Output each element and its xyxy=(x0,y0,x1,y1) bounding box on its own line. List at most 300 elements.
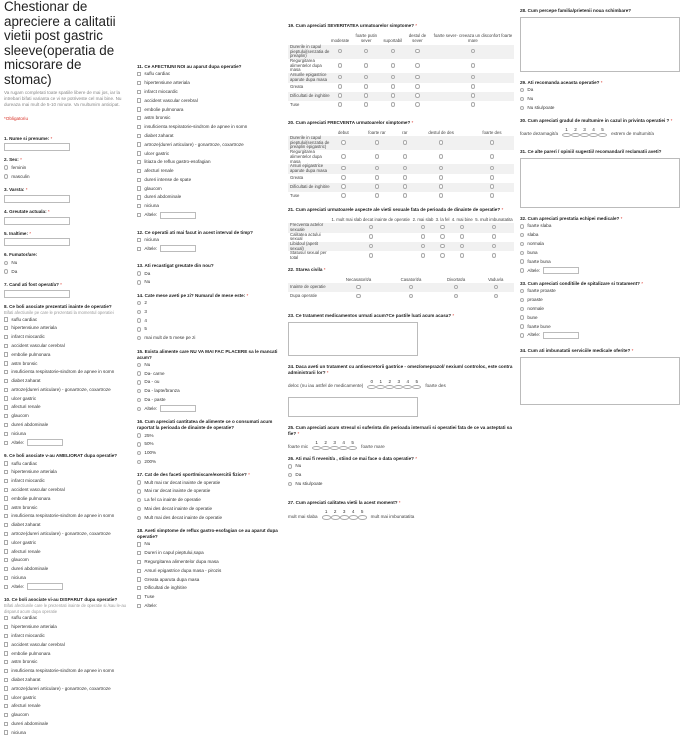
radio[interactable] xyxy=(439,175,443,179)
radio[interactable] xyxy=(490,184,494,188)
q11-option[interactable] xyxy=(137,96,279,105)
radio[interactable] xyxy=(439,154,443,158)
radio[interactable] xyxy=(439,140,443,144)
checkbox[interactable] xyxy=(137,551,141,555)
q33-option[interactable] xyxy=(520,287,682,296)
q31-textarea[interactable] xyxy=(520,158,680,208)
checkbox[interactable] xyxy=(4,470,8,474)
radio[interactable] xyxy=(137,327,141,331)
radio[interactable] xyxy=(288,482,292,486)
q11-option[interactable] xyxy=(137,140,279,149)
radio[interactable] xyxy=(520,259,524,263)
radio[interactable] xyxy=(403,175,407,179)
checkbox[interactable] xyxy=(4,616,8,620)
q10-option[interactable] xyxy=(4,684,132,693)
radio[interactable] xyxy=(421,253,425,257)
radio[interactable] xyxy=(4,261,8,265)
q14-option[interactable] xyxy=(137,325,279,334)
radio[interactable] xyxy=(137,460,141,464)
q15-option[interactable] xyxy=(137,378,279,387)
radio[interactable] xyxy=(338,84,342,88)
radio[interactable] xyxy=(338,49,342,53)
radio[interactable] xyxy=(322,515,331,519)
radio[interactable] xyxy=(415,75,419,79)
q15-option[interactable] xyxy=(137,369,279,378)
radio[interactable] xyxy=(471,63,475,67)
q9-option[interactable] xyxy=(4,503,132,512)
radio[interactable] xyxy=(391,63,395,67)
radio[interactable] xyxy=(137,310,141,314)
radio[interactable] xyxy=(520,88,524,92)
q11-option[interactable] xyxy=(137,202,279,211)
q8-option[interactable] xyxy=(4,403,132,412)
radio[interactable] xyxy=(520,307,524,311)
q29-option[interactable] xyxy=(520,95,682,104)
checkbox[interactable] xyxy=(137,577,141,581)
radio[interactable] xyxy=(338,93,342,97)
q16-option[interactable] xyxy=(137,440,279,449)
radio[interactable] xyxy=(137,433,141,437)
radio[interactable] xyxy=(492,234,496,238)
radio[interactable] xyxy=(490,175,494,179)
radio[interactable] xyxy=(520,268,524,272)
q9-option[interactable] xyxy=(4,521,132,530)
radio[interactable] xyxy=(288,464,292,468)
radio[interactable] xyxy=(490,193,494,197)
q32-option[interactable] xyxy=(520,257,682,266)
q8-option[interactable] xyxy=(4,429,132,438)
checkbox[interactable] xyxy=(137,98,141,102)
radio[interactable] xyxy=(440,225,444,229)
radio[interactable] xyxy=(589,133,598,137)
q23-textarea[interactable] xyxy=(288,322,418,356)
q28-textarea[interactable] xyxy=(520,17,680,72)
q11-option[interactable] xyxy=(137,70,279,79)
radio[interactable] xyxy=(364,102,368,106)
checkbox[interactable] xyxy=(4,505,8,509)
q16-option[interactable] xyxy=(137,458,279,467)
radio[interactable] xyxy=(356,294,360,298)
checkbox[interactable] xyxy=(4,352,8,356)
q8-option[interactable] xyxy=(4,377,132,386)
radio[interactable] xyxy=(471,49,475,53)
q26-option[interactable] xyxy=(288,480,514,489)
radio[interactable] xyxy=(338,102,342,106)
q15-other-input[interactable] xyxy=(160,405,196,412)
radio[interactable] xyxy=(364,75,368,79)
radio[interactable] xyxy=(460,225,464,229)
radio[interactable] xyxy=(440,244,444,248)
q10-option[interactable] xyxy=(4,702,132,711)
radio[interactable] xyxy=(471,93,475,97)
q11-option[interactable] xyxy=(137,131,279,140)
radio[interactable] xyxy=(439,166,443,170)
radio[interactable] xyxy=(490,154,494,158)
q9-option[interactable] xyxy=(4,494,132,503)
checkbox[interactable] xyxy=(137,238,141,242)
radio[interactable] xyxy=(520,106,524,110)
q29-option[interactable] xyxy=(520,103,682,112)
radio[interactable] xyxy=(137,363,141,367)
radio[interactable] xyxy=(338,75,342,79)
q11-option[interactable] xyxy=(137,114,279,123)
q14-option[interactable] xyxy=(137,299,279,308)
checkbox[interactable] xyxy=(137,542,141,546)
q8-option[interactable] xyxy=(4,315,132,324)
q14-option[interactable] xyxy=(137,334,279,343)
radio[interactable] xyxy=(364,63,368,67)
radio[interactable] xyxy=(375,140,379,144)
radio[interactable] xyxy=(341,175,345,179)
q34-textarea[interactable] xyxy=(520,357,680,405)
radio[interactable] xyxy=(460,234,464,238)
radio[interactable] xyxy=(339,446,348,450)
q10-option[interactable] xyxy=(4,658,132,667)
q8-option[interactable] xyxy=(4,333,132,342)
q15-option[interactable] xyxy=(137,360,279,369)
radio[interactable] xyxy=(391,75,395,79)
radio[interactable] xyxy=(421,244,425,248)
q18-option[interactable] xyxy=(137,558,279,567)
q1-input[interactable] xyxy=(4,143,70,151)
radio[interactable] xyxy=(356,285,360,289)
radio[interactable] xyxy=(403,140,407,144)
radio[interactable] xyxy=(494,294,498,298)
radio[interactable] xyxy=(391,93,395,97)
checkbox[interactable] xyxy=(4,370,8,374)
checkbox[interactable] xyxy=(137,178,141,182)
checkbox[interactable] xyxy=(4,461,8,465)
q18-option[interactable] xyxy=(137,575,279,584)
q32-option[interactable] xyxy=(520,240,682,249)
checkbox[interactable] xyxy=(137,604,141,608)
radio[interactable] xyxy=(375,193,379,197)
radio[interactable] xyxy=(137,407,141,411)
checkbox[interactable] xyxy=(4,704,8,708)
checkbox[interactable] xyxy=(137,595,141,599)
radio[interactable] xyxy=(409,285,413,289)
q10-option[interactable] xyxy=(4,667,132,676)
radio[interactable] xyxy=(312,446,321,450)
radio[interactable] xyxy=(288,473,292,477)
q17-option[interactable] xyxy=(137,505,279,514)
checkbox[interactable] xyxy=(137,142,141,146)
q9-option[interactable] xyxy=(4,556,132,565)
q16-option[interactable] xyxy=(137,431,279,440)
radio[interactable] xyxy=(364,49,368,53)
q17-option[interactable] xyxy=(137,513,279,522)
q12-option[interactable] xyxy=(137,236,279,245)
checkbox[interactable] xyxy=(4,558,8,562)
q8-option[interactable] xyxy=(4,341,132,350)
q18-option[interactable] xyxy=(137,593,279,602)
q33-other-input[interactable] xyxy=(543,332,579,339)
radio[interactable] xyxy=(369,253,373,257)
q18-option[interactable] xyxy=(137,549,279,558)
radio[interactable] xyxy=(348,446,357,450)
radio[interactable] xyxy=(562,133,571,137)
radio[interactable] xyxy=(137,516,141,520)
q10-option[interactable] xyxy=(4,614,132,623)
checkbox[interactable] xyxy=(4,642,8,646)
radio[interactable] xyxy=(403,166,407,170)
q4-input[interactable] xyxy=(4,217,70,225)
checkbox[interactable] xyxy=(4,388,8,392)
checkbox[interactable] xyxy=(4,379,8,383)
q2-option[interactable] xyxy=(4,172,132,181)
radio[interactable] xyxy=(454,285,458,289)
checkbox[interactable] xyxy=(137,125,141,129)
q10-option[interactable] xyxy=(4,719,132,728)
checkbox[interactable] xyxy=(4,396,8,400)
q18-option[interactable] xyxy=(137,566,279,575)
checkbox[interactable] xyxy=(4,686,8,690)
q32-option[interactable] xyxy=(520,222,682,231)
radio[interactable] xyxy=(421,234,425,238)
radio[interactable] xyxy=(492,253,496,257)
q11-option[interactable] xyxy=(137,175,279,184)
radio[interactable] xyxy=(415,93,419,97)
radio[interactable] xyxy=(321,446,330,450)
q29-option[interactable] xyxy=(520,86,682,95)
radio[interactable] xyxy=(490,140,494,144)
checkbox[interactable] xyxy=(4,540,8,544)
checkbox[interactable] xyxy=(4,479,8,483)
q24-comment-textarea[interactable] xyxy=(288,397,418,417)
q17-option[interactable] xyxy=(137,496,279,505)
q9-option[interactable] xyxy=(4,573,132,582)
radio[interactable] xyxy=(137,451,141,455)
checkbox[interactable] xyxy=(137,186,141,190)
radio[interactable] xyxy=(338,63,342,67)
q33-option[interactable] xyxy=(520,313,682,322)
checkbox[interactable] xyxy=(137,195,141,199)
q11-option[interactable] xyxy=(137,149,279,158)
q33-option[interactable] xyxy=(520,296,682,305)
q9-option[interactable] xyxy=(4,538,132,547)
radio[interactable] xyxy=(331,515,340,519)
radio[interactable] xyxy=(492,244,496,248)
radio[interactable] xyxy=(137,280,141,284)
q9-other-input[interactable] xyxy=(27,583,63,590)
checkbox[interactable] xyxy=(137,169,141,173)
radio[interactable] xyxy=(520,251,524,255)
radio[interactable] xyxy=(520,289,524,293)
checkbox[interactable] xyxy=(4,326,8,330)
radio[interactable] xyxy=(358,515,367,519)
checkbox[interactable] xyxy=(4,488,8,492)
radio[interactable] xyxy=(520,324,524,328)
q13-option[interactable] xyxy=(137,278,279,287)
checkbox[interactable] xyxy=(4,678,8,682)
radio[interactable] xyxy=(341,166,345,170)
checkbox[interactable] xyxy=(4,432,8,436)
radio[interactable] xyxy=(454,294,458,298)
radio[interactable] xyxy=(364,84,368,88)
radio[interactable] xyxy=(580,133,589,137)
q10-option[interactable] xyxy=(4,623,132,632)
radio[interactable] xyxy=(403,385,412,389)
q10-option[interactable] xyxy=(4,693,132,702)
q11-option[interactable] xyxy=(137,105,279,114)
q10-option[interactable] xyxy=(4,631,132,640)
radio[interactable] xyxy=(460,244,464,248)
radio[interactable] xyxy=(385,385,394,389)
radio[interactable] xyxy=(364,93,368,97)
q33-option[interactable] xyxy=(520,304,682,313)
q32-other-input[interactable] xyxy=(543,267,579,274)
checkbox[interactable] xyxy=(4,549,8,553)
radio[interactable] xyxy=(137,336,141,340)
q11-option[interactable] xyxy=(137,123,279,132)
q8-option[interactable] xyxy=(4,412,132,421)
q9-option[interactable] xyxy=(4,485,132,494)
radio[interactable] xyxy=(369,244,373,248)
radio[interactable] xyxy=(439,184,443,188)
radio[interactable] xyxy=(340,515,349,519)
radio[interactable] xyxy=(403,184,407,188)
checkbox[interactable] xyxy=(4,585,8,589)
radio[interactable] xyxy=(341,193,345,197)
radio[interactable] xyxy=(367,385,376,389)
checkbox[interactable] xyxy=(4,514,8,518)
q10-option[interactable] xyxy=(4,728,132,737)
radio[interactable] xyxy=(394,385,403,389)
q32-option[interactable] xyxy=(520,231,682,240)
radio[interactable] xyxy=(439,193,443,197)
checkbox[interactable] xyxy=(4,414,8,418)
q11-option[interactable] xyxy=(137,158,279,167)
checkbox[interactable] xyxy=(137,107,141,111)
radio[interactable] xyxy=(375,184,379,188)
checkbox[interactable] xyxy=(4,651,8,655)
radio[interactable] xyxy=(598,133,607,137)
radio[interactable] xyxy=(403,193,407,197)
radio[interactable] xyxy=(415,63,419,67)
radio[interactable] xyxy=(341,184,345,188)
q10-option[interactable] xyxy=(4,649,132,658)
radio[interactable] xyxy=(391,84,395,88)
checkbox[interactable] xyxy=(4,335,8,339)
q9-option[interactable] xyxy=(4,477,132,486)
q10-option[interactable] xyxy=(4,640,132,649)
checkbox[interactable] xyxy=(4,441,8,445)
radio[interactable] xyxy=(391,102,395,106)
q14-option[interactable] xyxy=(137,316,279,325)
radio[interactable] xyxy=(409,294,413,298)
q8-option[interactable] xyxy=(4,385,132,394)
radio[interactable] xyxy=(490,166,494,170)
radio[interactable] xyxy=(520,315,524,319)
q17-option[interactable] xyxy=(137,478,279,487)
checkbox[interactable] xyxy=(137,160,141,164)
radio[interactable] xyxy=(415,84,419,88)
checkbox[interactable] xyxy=(4,713,8,717)
radio[interactable] xyxy=(471,84,475,88)
radio[interactable] xyxy=(4,174,8,178)
radio[interactable] xyxy=(137,318,141,322)
radio[interactable] xyxy=(391,49,395,53)
radio[interactable] xyxy=(137,507,141,511)
q9-option[interactable] xyxy=(4,459,132,468)
radio[interactable] xyxy=(137,389,141,393)
q26-option[interactable] xyxy=(288,471,514,480)
radio[interactable] xyxy=(137,380,141,384)
checkbox[interactable] xyxy=(4,523,8,527)
checkbox[interactable] xyxy=(4,496,8,500)
q12-other-input[interactable] xyxy=(160,245,196,252)
q16-option[interactable] xyxy=(137,449,279,458)
checkbox[interactable] xyxy=(137,204,141,208)
q10-option[interactable] xyxy=(4,675,132,684)
radio[interactable] xyxy=(330,446,339,450)
radio[interactable] xyxy=(403,154,407,158)
checkbox[interactable] xyxy=(137,586,141,590)
q5-input[interactable] xyxy=(4,238,70,246)
radio[interactable] xyxy=(520,298,524,302)
checkbox[interactable] xyxy=(137,90,141,94)
q8-option[interactable] xyxy=(4,359,132,368)
q6-option[interactable] xyxy=(4,258,132,267)
q11-option[interactable] xyxy=(137,79,279,88)
q2-option[interactable] xyxy=(4,163,132,172)
q11-option[interactable] xyxy=(137,87,279,96)
q32-option[interactable] xyxy=(520,248,682,257)
q8-option[interactable] xyxy=(4,368,132,377)
radio[interactable] xyxy=(375,175,379,179)
q18-option[interactable] xyxy=(137,601,279,610)
radio[interactable] xyxy=(520,224,524,228)
radio[interactable] xyxy=(471,102,475,106)
radio[interactable] xyxy=(460,253,464,257)
q8-option[interactable] xyxy=(4,324,132,333)
q11-option[interactable] xyxy=(137,167,279,176)
radio[interactable] xyxy=(412,385,421,389)
radio[interactable] xyxy=(341,154,345,158)
radio[interactable] xyxy=(4,165,8,169)
checkbox[interactable] xyxy=(4,660,8,664)
radio[interactable] xyxy=(137,480,141,484)
radio[interactable] xyxy=(137,489,141,493)
q14-option[interactable] xyxy=(137,307,279,316)
radio[interactable] xyxy=(341,140,345,144)
checkbox[interactable] xyxy=(137,81,141,85)
q6-option[interactable] xyxy=(4,267,132,276)
radio[interactable] xyxy=(494,285,498,289)
radio[interactable] xyxy=(137,271,141,275)
radio[interactable] xyxy=(137,498,141,502)
checkbox[interactable] xyxy=(4,423,8,427)
q9-option[interactable] xyxy=(4,512,132,521)
q10-option[interactable] xyxy=(4,711,132,720)
radio[interactable] xyxy=(137,442,141,446)
q26-option[interactable] xyxy=(288,462,514,471)
radio[interactable] xyxy=(375,154,379,158)
checkbox[interactable] xyxy=(4,567,8,571)
checkbox[interactable] xyxy=(4,361,8,365)
radio[interactable] xyxy=(349,515,358,519)
q13-option[interactable] xyxy=(137,269,279,278)
q15-option[interactable] xyxy=(137,396,279,405)
checkbox[interactable] xyxy=(137,151,141,155)
radio[interactable] xyxy=(440,253,444,257)
checkbox[interactable] xyxy=(137,213,141,217)
radio[interactable] xyxy=(421,225,425,229)
q33-option[interactable] xyxy=(520,322,682,331)
radio[interactable] xyxy=(415,102,419,106)
radio[interactable] xyxy=(520,97,524,101)
q17-option[interactable] xyxy=(137,487,279,496)
